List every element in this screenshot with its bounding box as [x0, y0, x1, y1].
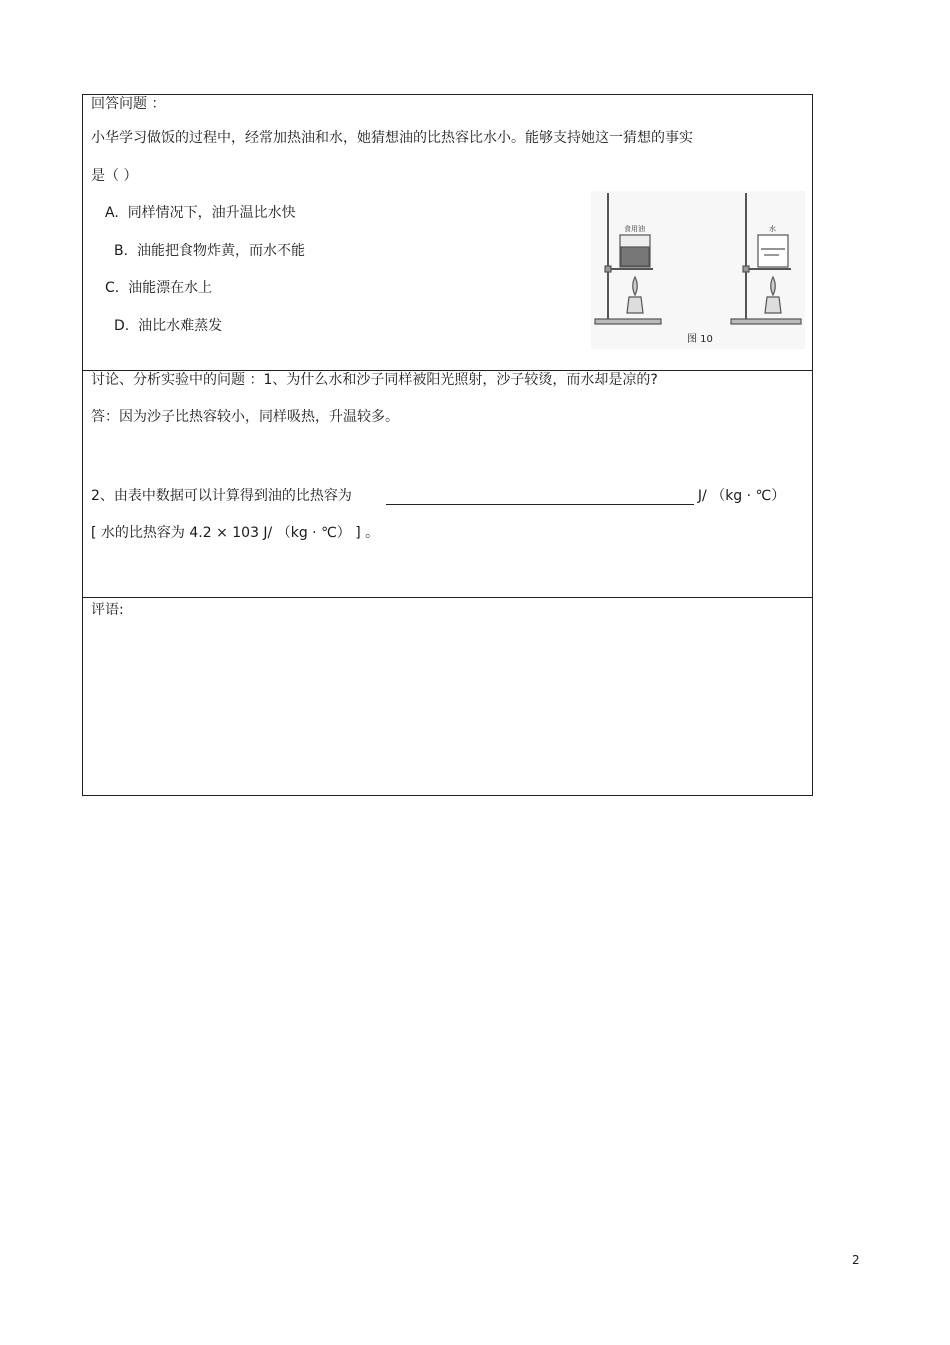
question-text: 小华学习做饭的过程中，经常加热油和水，她猜想油的比热容比水小。能够支持她这一猜想的事实	[91, 130, 693, 146]
section-heading: 回答问题 ：	[91, 96, 166, 112]
option-b	[114, 242, 305, 260]
option-letter: A.	[105, 205, 119, 221]
oil-label: 食用油	[624, 225, 645, 233]
option-letter: B.	[114, 243, 129, 259]
option-letter: C.	[105, 280, 120, 296]
option-text: 油比水难蒸发	[138, 318, 223, 334]
option-text: 油能把食物炸黄，而水不能	[136, 243, 305, 259]
discussion-question-1: 讨论、分析实验中的问题 ：1、为什么水和沙子同样被阳光照射，沙子较烫，而水却是凉的?	[91, 372, 658, 388]
question-text-continued: 是（ ）	[91, 168, 138, 184]
answer-blank[interactable]	[386, 490, 694, 505]
option-c	[105, 279, 212, 297]
worksheet-table	[82, 94, 813, 796]
comments-section	[83, 598, 812, 795]
option-a	[105, 204, 296, 222]
option-text: 同样情况下，油升温比水快	[127, 205, 296, 221]
heating-experiment-figure	[591, 191, 805, 349]
page-number: 2	[852, 1253, 860, 1267]
option-d	[114, 317, 222, 335]
answer-questions-section	[83, 95, 812, 371]
comments-heading: 评语:	[91, 602, 124, 618]
water-specific-heat-note: [ 水的比热容为 4.2 × 103 J/ （kg · ℃） ] 。	[91, 525, 380, 541]
discussion-section	[83, 371, 812, 598]
water-label: 水	[769, 225, 776, 233]
option-text: 油能漂在水上	[128, 280, 213, 296]
figure-caption: 图 10	[687, 334, 713, 345]
answer-1: 答：因为沙子比热容较小，同样吸热，升温较多。	[91, 409, 399, 425]
discussion-question-2	[91, 487, 785, 505]
unit-text: J/ （kg · ℃）	[697, 488, 786, 504]
question-2-text: 2、由表中数据可以计算得到油的比热容为	[91, 488, 352, 504]
option-letter: D.	[114, 318, 130, 334]
